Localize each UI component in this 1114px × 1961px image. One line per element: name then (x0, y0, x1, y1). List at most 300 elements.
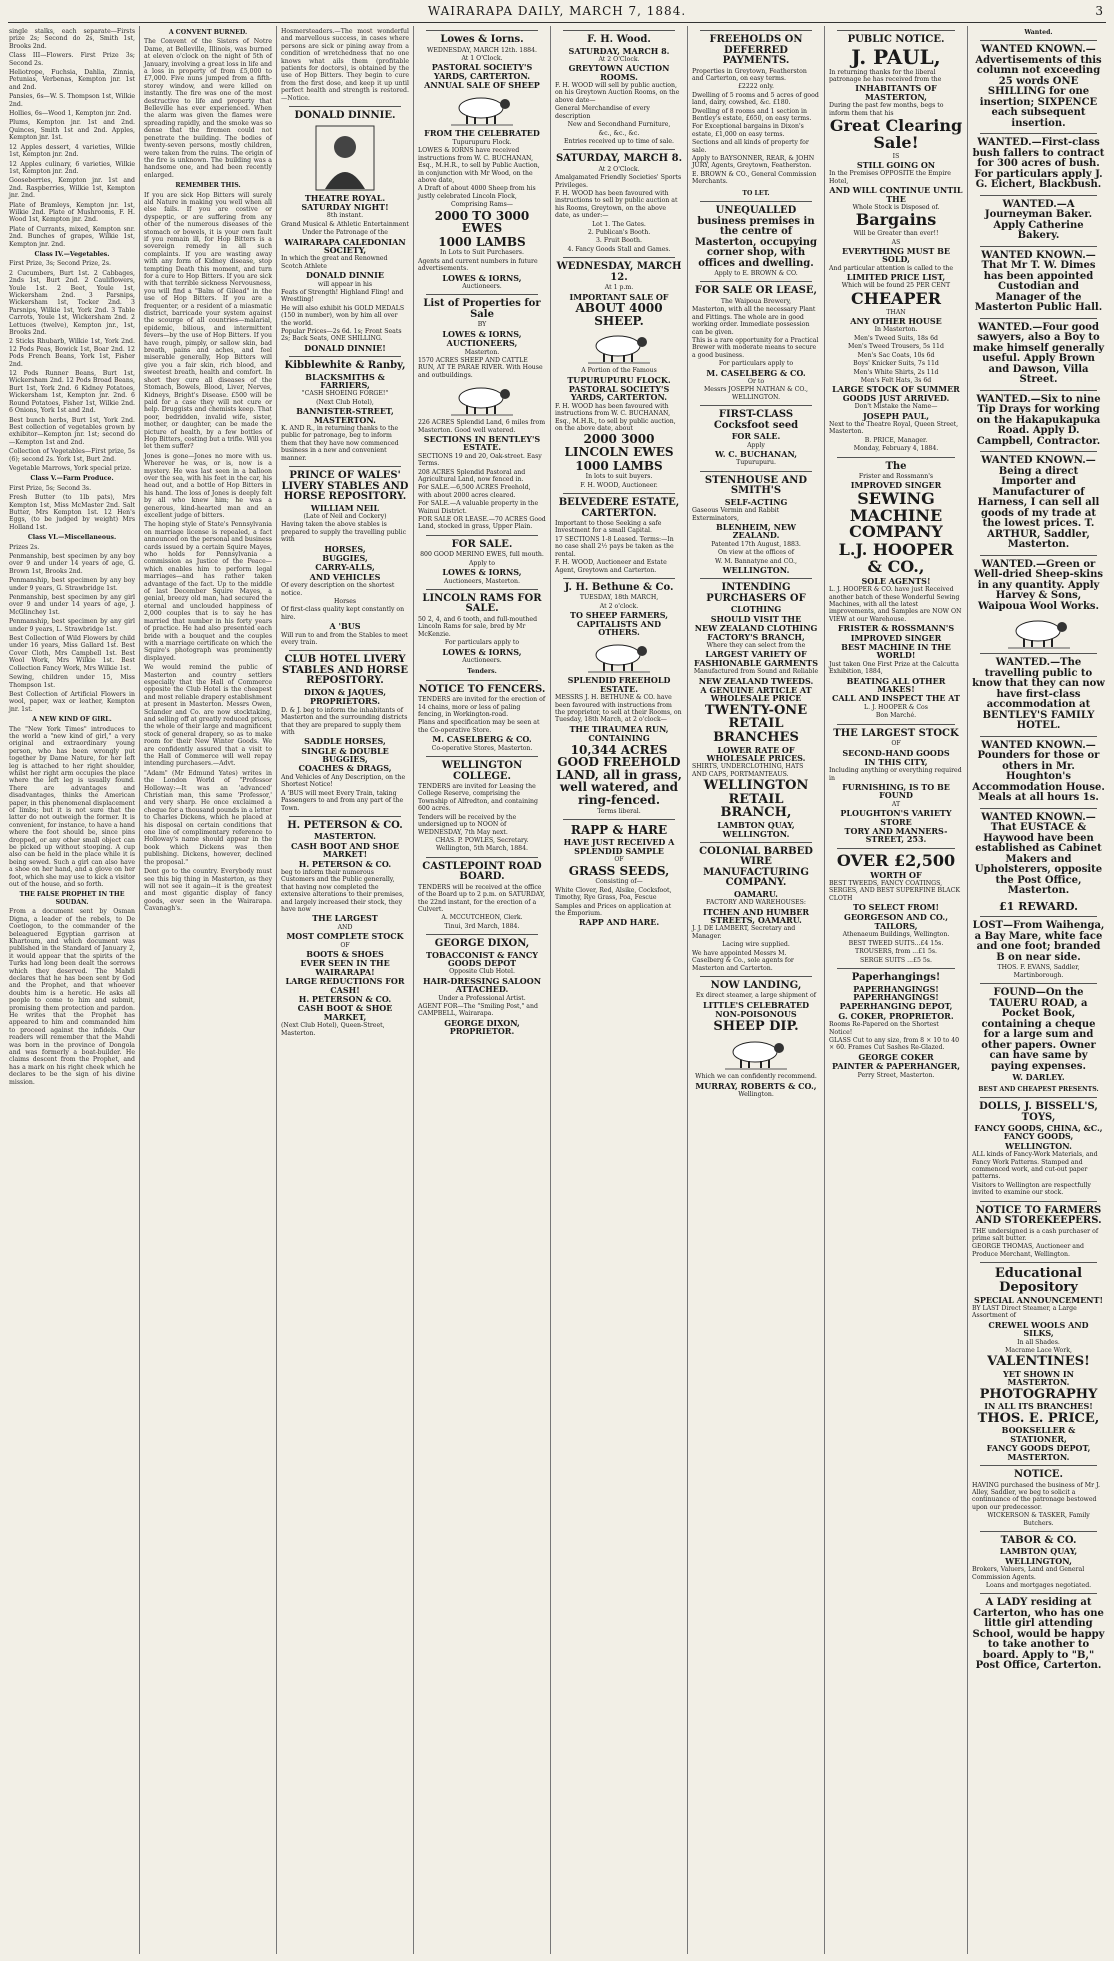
advert-line: AT (891, 800, 901, 808)
advertisement (972, 1470, 1105, 1527)
advert-line: SOLE AGENTS! (861, 575, 931, 586)
result-line: Plums, Kempton jnr. 1st and 2nd. Quinces, Smith 1st and 2nd. Apples, Kempton jnr. 1st. (9, 119, 135, 142)
advert-line: COLONIAL BARBED WIRE MANUFACTURING COMPANY. (699, 845, 813, 889)
advert-line: Messrs JOSEPH NATHAN & CO., WELLINGTON. (703, 386, 809, 401)
advert-line: WANTED KNOWN.—Pounders for those or others in Mr. Houghton's Accommodation House. Meals at all hours 1s. (972, 739, 1105, 804)
advert-line: 2. Publican's Booth. (587, 229, 651, 237)
advert-line: Opposite Club Hotel. (449, 968, 515, 976)
advert-separator (980, 916, 1097, 917)
advert-line: Under the Patronage of the (302, 229, 388, 237)
advert-line: OF (891, 740, 901, 748)
advert-line: BLACKSMITHS & FARRIERS, (305, 371, 385, 391)
advert-line: M. CASELBERG & CO. (706, 367, 806, 378)
advert-line: H. PETERSON & CO. (287, 819, 403, 831)
advert-line: New and Secondhand Furniture, (567, 121, 671, 129)
advert-line: LARGEST VARIETY OF FASHIONABLE GARMENTS (694, 649, 818, 668)
advert-line: HAIR-DRESSING SALOON ATTACHED. (422, 975, 542, 995)
advert-line: GEORGE COKER (858, 1051, 934, 1062)
advertisement (972, 813, 1105, 897)
advert-line: WELLINGTON, (1005, 1555, 1072, 1566)
advert-line: WELLINGTON COLLEGE. (441, 760, 523, 782)
advert-line: Apply to E. BROWN & CO. (714, 270, 798, 277)
advert-separator (426, 756, 538, 757)
sheep-illustration-icon (584, 330, 654, 364)
advert-separator (980, 451, 1097, 452)
advert-line: CONTAINING (588, 733, 650, 744)
advert-line: At 1 O'Clock. (461, 54, 503, 62)
advert-line: GEORGE DIXON, (434, 938, 530, 950)
advert-line: In all Shades. (1017, 1338, 1060, 1346)
advert-line: SATURDAY, MARCH 8. (555, 153, 683, 165)
advertisement (281, 471, 409, 646)
advert-line: In lots to suit buyers. (585, 473, 653, 481)
advertisement (972, 395, 1105, 448)
advert-line: Which we can confidently recommend. (695, 1073, 817, 1081)
advert-line: PLOUGHTON'S VARIETY STORE (840, 808, 952, 827)
article-body: The "New York Times" introduces to the world a "new kind of girl," a very original and extraordinary young person, who has been wrongly put together by Dame Nature, for her left leg is attached to her right shoulder, whilst her right arm occupies the place where the left leg is usually found. There are advantages and disadvantages, thinks the American paper, in this phenomenal displacement of limbs; but it is not sure that the latter do not outweigh the former. It is convenient, for instance, to have a hand where the foot should be, since pins dropped, or any other small object can be picked up without stooping. A cup also can be held in the place while it is being sewed. Such a girl can also have a shoe on her hand, and a glove on her foot, which she may use to kick a visitor out of the house, and so forth. (9, 725, 135, 889)
advert-separator (563, 493, 675, 494)
result-line: 12 Apples dessert, 4 varieties, Wilkie 1st, Kempton jnr. 2nd. (9, 143, 135, 159)
advert-line: Tupurupuru Flock. (452, 138, 512, 146)
advert-line: PASTORAL SOCIETY'S YARDS, CARTERTON. (568, 384, 670, 403)
advert-line: Co-operative Stores, Masterton. (431, 744, 533, 752)
result-line: Heliotrope, Fuchsia, Dahlia, Zinnia, Petunias, Verbenas, Kempton jnr. 1st and 2nd. (9, 69, 135, 91)
advert-line: Frister and Rossmann's (858, 473, 934, 481)
advert-line: A 'BUS (329, 621, 361, 632)
advert-line: F. H. WOOD will sell by public auction, on his Greytown Auction Rooms, on the above date— (555, 82, 680, 104)
advert-separator (980, 40, 1097, 41)
advert-line: LOWES & IORNS, (442, 646, 522, 657)
advert-line: Perry Street, Masterton. (857, 1071, 935, 1079)
advert-line: LARGE STOCK OF SUMMER GOODS JUST ARRIVED. (832, 384, 960, 403)
advert-line: GEORGESON AND CO., (844, 911, 948, 922)
advert-line: IN ALL ITS BRANCHES! (984, 1401, 1093, 1412)
advert-line: COACHES & DRAGS, (298, 763, 392, 774)
advert-separator (426, 680, 538, 681)
column-7 (826, 26, 966, 1954)
advert-line: 4. Fancy Goods Stall and Games. (567, 245, 671, 253)
advert-line: Auctioneers, Masterton. (444, 577, 520, 585)
advert-line: SADDLE HORSES, (304, 736, 386, 747)
advert-line: EVER SEEN IN THE WAIRARAPA! (300, 958, 390, 977)
advert-line: DONALD DINNIE! (304, 342, 386, 353)
advert-line: E. BROWN & CO., General Commission Merchants. (692, 170, 817, 186)
advert-line: AS (891, 238, 901, 246)
advertisement (972, 1598, 1105, 1672)
advert-line: 1000 LAMBS (575, 458, 663, 473)
advert-line: Bargains (855, 210, 937, 230)
advert-line: WICKERSON & TASKER, Family Butchers. (987, 1512, 1090, 1527)
advert-line: White Clover, Red, Alsike, Cocksfoot, Timothy, Rye Grass, Poa, Fescue (555, 886, 672, 902)
advert-line: THAN (886, 308, 906, 316)
result-line: Plate of Bramleys, Kempton jnr. 1st, Wilkie 2nd. Plate of Mushrooms, F. H. Wood 1st, Kempton jnr. 2nd. (9, 201, 135, 224)
advertisement (418, 540, 546, 585)
advert-line: LOWES & IORNS have received instructions from W. C. BUCHANAN, Esq., M.H.R., to sell by Public Auction, in conjunction with Mr Wood, on the above date, (418, 147, 540, 184)
section-heading: Class VI.—Miscellaneous. (27, 534, 117, 542)
advert-line: Macrame Lace Work, (1005, 1346, 1072, 1354)
column-divider (139, 26, 140, 1954)
masthead-title: WAIRARAPA DAILY, MARCH 7, 1884. (427, 4, 687, 18)
article-body: Jones is gone—Jones no more with us. Wherever he was, or is, now is a mystery. He was last seen in a balloon over the sea, with his feet in the car, his head out, and a bottle of Hop Bitters in his hand. The loss of Jones is deeply felt by all who knew him; he was a generous, kind-hearted man and an excellent judge of bitters. (144, 452, 272, 519)
advert-line: F. H. WOOD, Auctioneer. (580, 481, 658, 489)
advert-line: He will also exhibit his GOLD MEDALS (150 in number), won by him all over the world. (281, 304, 405, 327)
advert-line: Feats of Strength! Highland Fling! and Wrestling! (281, 288, 404, 304)
advertisement (829, 850, 963, 964)
advert-line: Lowes & Iorns. (440, 34, 524, 45)
advert-line: "CASH SHOEING FORGE!" (301, 390, 389, 398)
advert-line: JOSEPH PAUL, (862, 410, 929, 421)
result-line: Best bunch herbs, Burt 1st, York 2nd. Best collection of vegetables grown by exhibitor—Kempton jnr. 1st; second do—Kempton 1st and 2nd. (9, 416, 135, 446)
advert-line: ANNUAL SALE OF SHEEP (424, 80, 540, 91)
advert-line: Of every description on the shortest notice. (281, 582, 395, 597)
advertisement (281, 361, 409, 462)
advert-line: In returning thanks for the liberal patronage he has received from the (829, 68, 942, 83)
advert-line: Under a Professional Artist. (438, 994, 526, 1002)
advert-line: SELF-ACTING (724, 496, 788, 507)
advert-line: SATURDAY, MARCH 8. (568, 45, 670, 56)
advert-line: GLASS Cut to any size, from 8 × 10 to 40 × 60. Frames Cut Sashes Re-Glazed. (829, 1036, 960, 1052)
advert-line: AUCTIONEERS, (446, 338, 518, 349)
section-heading: TO LET. (742, 189, 770, 197)
advert-line: INTENDING PURCHASERS OF (706, 582, 806, 604)
advert-line: GEORGE DIXON, PROPRIETOR. (444, 1017, 520, 1037)
advert-line: Next to the Theatre Royal, Queen Street, Masterton. (829, 420, 959, 436)
advert-line: Wellington. (738, 1091, 774, 1099)
advert-line: CLUB HOTEL LIVERY STABLES AND HORSE REPOSITORY. (281, 654, 409, 687)
advert-line: DIXON & JAQUES, (303, 686, 387, 697)
advert-line: Athenaeum Buildings, Wellington. (842, 931, 950, 939)
advert-line: 50 2, 4, and 6 tooth, and full-mouthed Lincoln Rams for sale, bred by Mr McKenzie. (418, 615, 538, 638)
column-divider (550, 26, 551, 1954)
advert-line: For particulars apply to (444, 639, 520, 647)
advert-line: TO SHEEP FARMERS, CAPITALISTS AND OTHERS. (570, 610, 668, 638)
advert-line: Tenders will be received by the undersigned up to NOON of WEDNESDAY, 7th May next. (418, 813, 517, 836)
column-8 (969, 26, 1108, 1954)
advertisement (692, 35, 820, 186)
advert-line: At 2 O'Clock. (598, 55, 640, 63)
advert-line: IMPROVED SINGER (850, 480, 942, 491)
advert-separator (980, 133, 1097, 134)
advert-separator (289, 356, 401, 357)
advert-line: OVER £2,500 (836, 850, 956, 870)
advertisement (972, 200, 1105, 242)
article-body: "Adam" (Mr Edmund Yates) writes in the London World of "Professor Holloway:—It was an 'advanced' Christian man, this same 'Professor,' and very sharp. He once exclaimed a cheque for a thousand pounds in a letter to Charles Dickens, which he placed at his disposal on certain conditions that one line of complimentary reference to Holloway's name should appear in the book which Dickens was then publishing. Dickens, however, declined the proposal." (144, 769, 272, 866)
advert-line: Loans and mortgages negotiated. (985, 1582, 1092, 1590)
advert-separator (289, 816, 401, 817)
advert-separator (700, 471, 812, 472)
advert-line: SEWING MACHINE COMPANY (849, 488, 943, 542)
result-line: Collection of Vegetables—First prize, 5s (6); second 2s. York 1st, Burt 2nd. (9, 448, 135, 463)
advert-separator (980, 653, 1097, 654)
advert-line: HAVING purchased the business of Mr J. Alley, Saddler, we beg to solicit a continuance of the patronage bestowed upon our predecessor. (972, 1481, 1100, 1511)
advert-line: TABOR & CO. (1000, 1534, 1077, 1546)
advert-line: W. M. Bannatyne and CO., (715, 557, 797, 565)
advert-line: Dwelling of 5 rooms and 5 acres of good land, dairy, cowshed, &c. £180. (692, 91, 819, 107)
advert-line: (Late of Neil and Cockery) (303, 512, 387, 520)
advert-line: IS (892, 152, 900, 160)
advert-line: ITCHEN AND HUMBER STREETS, OAMARU. (703, 906, 809, 926)
sheep-illustration-icon (447, 92, 517, 126)
article-body: From a document sent by Osman Digna, a leader of the rebels, to De Coetlogon, to the commander of the beleaguered Egyptian garrison at Khartoum, and which document was published in the Standard of January 2, it would appear that the spirits of the Turks had long been dealt the sorrows which they deserved. The Mahdi declares that he has been sent by God and the Prophet, and that whoever doubts him is a heretic. He asks all people to come to him and submit, promising them protection and pardon. He writes that the Prophet has appeared to him and commanded him to proceed against the infidels. Our readers will remember that the Mahdi was born in the province of Dongola and was formerly a boat-builder. He claims descent from the Prophet, and has a mark on his right cheek which he declares to be the sign of his divine mission. (9, 908, 135, 1086)
advert-line: Tupurupuru. (736, 459, 776, 467)
advert-separator (700, 405, 812, 406)
result-line: Class III—Flowers. First Prize 3s; Second 2s. (9, 52, 135, 67)
advert-line: 1570 ACRES SHEEP AND CATTLE RUN, AT TE PARAE RIVER. With House and outbuildings. (418, 356, 543, 379)
section-heading: Class V.—Farm Produce. (30, 475, 114, 483)
advert-separator (837, 457, 955, 458)
advertisement (692, 476, 820, 575)
result-line: 2 Sticks Rhubarb, Wilkie 1st, York 2nd. 12 Pods Peas, Bowick 1st, Boar 2nd. 12 Pods French Beans, York 1st, Fisher 2nd. (9, 338, 135, 368)
masthead-rule (8, 22, 1106, 23)
result-line: First Prize, 3s; Second Prize, 2s. (9, 260, 112, 268)
column-1 (6, 26, 138, 1954)
advert-line: WORTH OF (870, 869, 922, 880)
advert-line: STILL GOING ON (856, 159, 936, 170)
advert-line: The Waipoua Brewery, (720, 297, 792, 305)
advert-line: For Exceptional bargains in Dixon's estate, £1,000 on easy terms. (692, 123, 804, 138)
advert-separator (700, 30, 812, 31)
advert-separator (980, 1531, 1097, 1532)
advert-line: SECTIONS IN BENTLEY'S ESTATE. (423, 433, 541, 453)
article-body: We would remind the public of Masterton and country settlers especially that the Hall of Commerce opposite the Club Hotel is the cheapest and most reliable drapery establishment at present in Masterton. Messrs Owen, Sclander and Co. are now stocktaking, and selling off at greatly reduced prices, the whole of their large and magnificent stock of general drapery, so as to make room for their New Winter Goods. We are confidently assured that a visit to the Hall of Commerce will well repay intending purchasers.—Advt. (144, 664, 272, 768)
advert-line: H. PETERSON & CO. (298, 858, 392, 869)
advert-line: AND VEHICLES (309, 571, 381, 582)
advert-line: Terms liberal. (597, 807, 641, 815)
advert-line: A. MCCUTCHEON, Clerk. (441, 914, 523, 922)
advert-separator (837, 30, 955, 31)
advert-line: LOWES & IORNS, (442, 567, 522, 578)
advert-line: CREWEL WOOLS AND SILKS, (988, 1319, 1089, 1339)
advert-line: J. J. DE LAMBERT, Secretary and Manager. (692, 925, 796, 940)
advert-line: Where they can select from the (706, 641, 806, 649)
advert-line: Great Clearing Sale! (829, 115, 963, 152)
advert-line: FROM THE CELEBRATED (424, 128, 540, 139)
advertisement (555, 583, 683, 815)
advert-line: (Next Club Hotel), (316, 398, 374, 406)
portrait-engraving-icon (315, 125, 375, 191)
advert-line: W. C. BUCHANAN, (714, 448, 798, 459)
advert-separator (837, 848, 955, 849)
advert-line: TOBACCONIST & FANCY GOODS DEPOT (426, 949, 538, 969)
advert-separator (289, 106, 401, 107)
advert-line: Apply to BAYSONNER, REAR, & JOHN JURY, Agents, Greytown, Featherston. (692, 154, 815, 170)
advert-line: BUGGIES, (322, 553, 368, 563)
advert-line: WANTED KNOWN.—That EUSTACE & Haywood have been established as Cabinet Makers and Upholsterers, opposite the Post Office, Masterton. (974, 811, 1103, 897)
advert-separator (700, 281, 812, 282)
advert-line: WANTED.—Four good sawyers, also a Boy to make himself generally useful. Apply Brown and Dawson, Villa Street. (972, 321, 1105, 386)
advert-line: Important to those Seeking a safe Investment for a small Capital. (555, 520, 662, 535)
advertisement (972, 988, 1105, 1081)
advert-separator (700, 976, 812, 977)
advert-line: Amalgamated Friendly Societies' Sports Privileges. (555, 174, 682, 189)
advert-line: WANTED.—Six to nine Tip Drays for working on the Hakapukapuka Road. Apply D. Campbell, Contractor. (976, 393, 1101, 447)
advert-line: 17 SECTIONS 1-8 Leased. Terms:—In no case shall 2½ pays be taken as the rental. (555, 535, 674, 558)
advert-line: Which will be found 25 PER CENT (841, 282, 951, 290)
advert-line: WANTED.—Green or Well-dried Sheep-skins in any quantity. Apply Harvey & Sons, Waipoua Wool Works. (973, 558, 1104, 612)
advert-line: Rooms Re-Papered on the Shortest Notice! (829, 1021, 939, 1036)
advert-line: And particular attention is called to the (829, 264, 954, 272)
advert-line: TWENTY-ONE RETAIL BRANCHES (704, 702, 808, 745)
advert-line: AND WILL CONTINUE UNTIL THE (829, 185, 963, 204)
advert-line: L.J. HOOPER & CO., (838, 540, 954, 577)
advert-line: Men's Felt Hats, 3s 6d (860, 376, 932, 384)
advert-line: A 'BUS will meet Every Train, taking Passengers to and from any part of the Town. (281, 789, 404, 812)
advertisement (829, 729, 963, 844)
advert-separator (980, 808, 1097, 809)
advert-line: BY (477, 321, 487, 329)
article-body: Dont go to the country. Everybody must see this big thing in Masterton, as they will not see it again—it is the greatest and most gigantic display of fancy goods, ever seen in the Wairarapa. Cavanagh's. (144, 868, 272, 913)
advertisement (281, 821, 409, 1037)
advert-line: Lot 1. The Gates. (592, 220, 646, 228)
advert-line: SECTIONS 19 and 20, Oak-street. Easy Terms. (418, 452, 542, 468)
advert-line: CASH BOOT & SHOE MARKET, (297, 1003, 393, 1022)
advert-line: UNEQUALLED business premises in the centre of Masterton, occupying corner shop, with offices and dwelling. (695, 205, 817, 269)
advert-line: Auctioneers. (462, 282, 502, 290)
advert-line: Grand Musical & Athletic Entertainment (281, 220, 409, 228)
advert-line: FACTORY AND WAREHOUSES: (706, 899, 806, 907)
article-body: Hosmersteaders.—The most wonderful and marvellous success, in cases where persons are sick or pining away from a condition of wretchedness that no one knows what ails them (profitable patients for doctors), is obtained by the use of Hop Bitters. They begin to cure from the first dose, and keep it up until perfect health and strength is restored.—Notice. (281, 28, 409, 102)
advert-line: NEW ZEALAND TWEEDS. (698, 675, 814, 686)
advert-separator (426, 294, 538, 295)
advert-line: SATURDAY NIGHT! (301, 201, 389, 212)
advert-line: Having taken the above stables is prepared to supply the travelling public with (281, 521, 407, 544)
advert-line: SPLENDID FREEHOLD ESTATE. (567, 675, 671, 694)
advert-line: LOWES & IORNS, (442, 272, 522, 283)
advert-line: NOTICE TO FENCERS. (418, 683, 546, 695)
advert-line: ALL kinds of Fancy-Work Materials, and Fancy Work Patterns. Stamped and commenced work, and cut-out paper patterns. (972, 1151, 1098, 1181)
result-line: Prizes 2s. (9, 543, 40, 551)
advert-line: FOR SALE. (731, 431, 781, 442)
advert-line: WANTED KNOWN.—Being a direct Importer and Manufacturer of Harness, I can sell all goods of my trade at the lowest prices. T. ARTHUR, Saddler, Masterton. (977, 455, 1100, 551)
advert-line: MESSRS J. H. BETHUNE & CO. have been favoured with instructions from the proprietor, to sell at their Rooms, on Tuesday, 18th March, at 2 o'clock— (555, 694, 682, 724)
section-heading: REMEMBER THIS. (175, 182, 241, 190)
advert-line: Men's White Shirts, 2s 11d (853, 368, 939, 376)
advert-separator (700, 578, 812, 579)
advert-line: WELLINGTON. (1005, 1140, 1072, 1151)
advert-line: Lacing wire supplied. (722, 941, 790, 949)
advert-line: Educational Depository (994, 1266, 1083, 1295)
advert-line: CLOTHING (730, 604, 782, 615)
headline: £1 REWARD. (999, 899, 1078, 913)
advert-line: Dwelling of 8 rooms and 1 section in Bentley's estate, £650, on easy terms. (692, 107, 812, 122)
section-heading: A NEW KIND OF GIRL. (32, 716, 112, 724)
advertisement (829, 973, 963, 1079)
advert-line: Including anything or everything required in (829, 767, 962, 782)
advert-line: TORY AND MANNERS-STREET, 253. (844, 826, 948, 845)
result-line: Fresh Butter (to 1lb pats), Mrs Kempton 1st, Miss McMaster 2nd. Salt Butter, Mrs Kempton 1st. 12 Hen's Eggs, (to be judged by weight) Mrs Holland 1st. (9, 494, 135, 531)
advert-line: GEORGE THOMAS, Auctioneer and Produce Merchant, Wellington. (972, 1243, 1084, 1258)
advert-line: Men's Tweed Suits, 18s 6d (854, 334, 938, 342)
advert-line: CHAS. P. POWLES, Secretary. (435, 836, 529, 844)
advertisement (972, 921, 1105, 979)
advert-line: PAINTER & PAPERHANGER, (831, 1061, 961, 1072)
advert-line: Consisting of— (595, 878, 643, 886)
section-heading: Tenders. (467, 668, 497, 676)
advert-line: Plans and specification may be seen at the Co-operative Store. (418, 719, 540, 734)
advert-line: LOWES & IORNS, (442, 328, 522, 339)
advert-line: L. J. HOOPER & CO. have just Received another batch of these Wonderful Sewing Machines, with all the latest improvements, and Samples are NOW ON VIEW at our Warehouse. (829, 586, 962, 623)
advert-line: BY LAST Direct Steamer, a Large Assortment of (972, 1304, 1077, 1320)
advert-line: MOST COMPLETE STOCK (286, 931, 404, 942)
advert-line: THOS. F. EVANS, Saddler, Martinborough. (997, 964, 1080, 979)
advertisement (972, 1267, 1105, 1461)
advert-line: We have appointed Messrs M. Caselberg & Co., sole agents for Masterton and Carterton. (692, 949, 794, 972)
advert-line: WEDNESDAY, MARCH 12. (556, 261, 682, 283)
advert-line: Auctioneers. (462, 656, 502, 664)
advert-line: NOW LANDING, (710, 979, 802, 991)
advert-line: BOOKSELLER & STATIONER, (1001, 1425, 1076, 1444)
advertisement (555, 154, 683, 253)
advertisement (692, 206, 820, 277)
advert-line: Just taken One First Prize at the Calcutta Exhibition, 1884, (829, 660, 959, 676)
advert-line: BLENHEIM, NEW ZEALAND. (715, 521, 796, 541)
advert-line: A Draft of about 4000 Sheep from his justly celebrated Lincoln Flock, (418, 185, 536, 200)
advert-line: Boys' Knicker Suits, 7s 11d (853, 360, 939, 368)
advert-line: SECOND-HAND GOODS (842, 747, 950, 758)
advert-separator (426, 589, 538, 590)
advertisement (972, 1206, 1105, 1259)
advert-line: FOR SALE OR LEASE.—70 ACRES Good Land, stocked in grass, Upper Plain. (418, 515, 546, 531)
sheep-illustration-icon (721, 1036, 791, 1070)
result-line: Penmanship, best specimen by any boy under 9 years, G. Strawbridge 1st. (9, 577, 135, 592)
column-4 (415, 26, 549, 1954)
advert-line: Men's Sac Coats, 10s 6d (857, 351, 935, 359)
result-line: Best Collection of Wild Flowers by child under 16 years, Miss Gallard 1st. Best Cover Cloth, Mrs Campbell 1st. Best Wool Work, Mrs Wilkie 1st. Best Collection Fancy Work, Mrs Wilkie 1st. (9, 635, 135, 672)
advert-separator (980, 736, 1097, 737)
advert-line: AND (337, 923, 353, 931)
advert-line: RAPP AND HARE. (578, 917, 660, 928)
section-heading: Class IV.—Vegetables. (34, 250, 110, 258)
column-2 (141, 26, 275, 1954)
advertisement (829, 462, 963, 720)
result-line: Plate of Currants, mixed, Kempton snr. 2nd. Bunches of grapes, Wilkie 1st, Kempton jnr. 2nd. (9, 225, 135, 248)
advert-line: Apply to (468, 559, 496, 567)
advert-line: THE LARGEST (312, 913, 378, 924)
advertisement (972, 323, 1105, 386)
section-heading: Wanted. (1024, 29, 1053, 36)
column-divider (413, 26, 414, 1954)
advert-line: ANY OTHER HOUSE (850, 316, 942, 327)
advert-separator (980, 1097, 1097, 1098)
advert-line: TUESDAY, 18th MARCH, (579, 594, 659, 602)
advert-line: BANNISTER-STREET, MASTERTON. (296, 406, 394, 425)
advert-line: HORSES, (324, 543, 366, 554)
advert-line: F. H. WOOD has been favoured with instructions from W. C. BUCHANAN, Esq., M.H.R., to sell by public auction, on the above date, about (555, 402, 676, 433)
advert-line: 800 GOOD MERINO EWES, full mouth. (420, 551, 544, 559)
advert-line: CASTLEPOINT ROAD BOARD. (422, 860, 542, 883)
advert-line: For particulars apply to (718, 360, 794, 368)
advert-line: Bon Marché. (875, 712, 917, 720)
sheep-illustration-icon (447, 382, 517, 416)
advert-separator (980, 1201, 1097, 1202)
advert-separator (700, 201, 812, 202)
advert-line: beg to inform their numerous Customers and the Public generally, that having now completed the extensive alterations to their premises, and largely increased their stock, they have now (281, 868, 404, 913)
advertisement (418, 594, 546, 664)
advert-separator (837, 724, 955, 725)
article-body: The Convent of the Sisters of Notre Dame, at Belleville, Illinois, was burned at eleven o'clock on the night of 5th of January, involving a great loss in life and a loss in property of from £5,000 to £7,000. Five nuns jumped from a fifth-storey window, and were killed on instantly. The fire was one of the most destructive to life and property that Belleville has ever experienced. When the alarm was given the flames were spreading rapidly, and the smoke was so dense that the firemen could not penetrate the building. The bodies of twenty-seven persons, mostly children, were taken from the ruins. The origin of the fire is unknown. The building was a handsome one, and had been recently enlarged. (144, 38, 272, 179)
advert-line: LITTLE'S CELEBRATED (702, 999, 810, 1010)
result-line: Sewing, children under 15, Miss Thompson 1st. (9, 674, 135, 689)
advert-line: LOWER RATE OF WHOLESALE PRICES. (706, 744, 806, 763)
advert-separator (980, 983, 1097, 984)
advert-line: Kibblewhite & Ranby, (284, 360, 406, 372)
advert-line: Entries received up to time of sale. (563, 137, 675, 145)
advert-line: PAPERHANGINGS! PAPERHANGINGS! (853, 983, 939, 1002)
result-line: Hollies, 6s—Wood 1, Kempton jnr. 2nd. (9, 110, 132, 118)
advert-line: THE TIRAUMEA RUN, (569, 723, 669, 734)
advert-line: FIRST-CLASS Cocksfoot seed (713, 409, 799, 431)
advertisement (829, 35, 963, 453)
